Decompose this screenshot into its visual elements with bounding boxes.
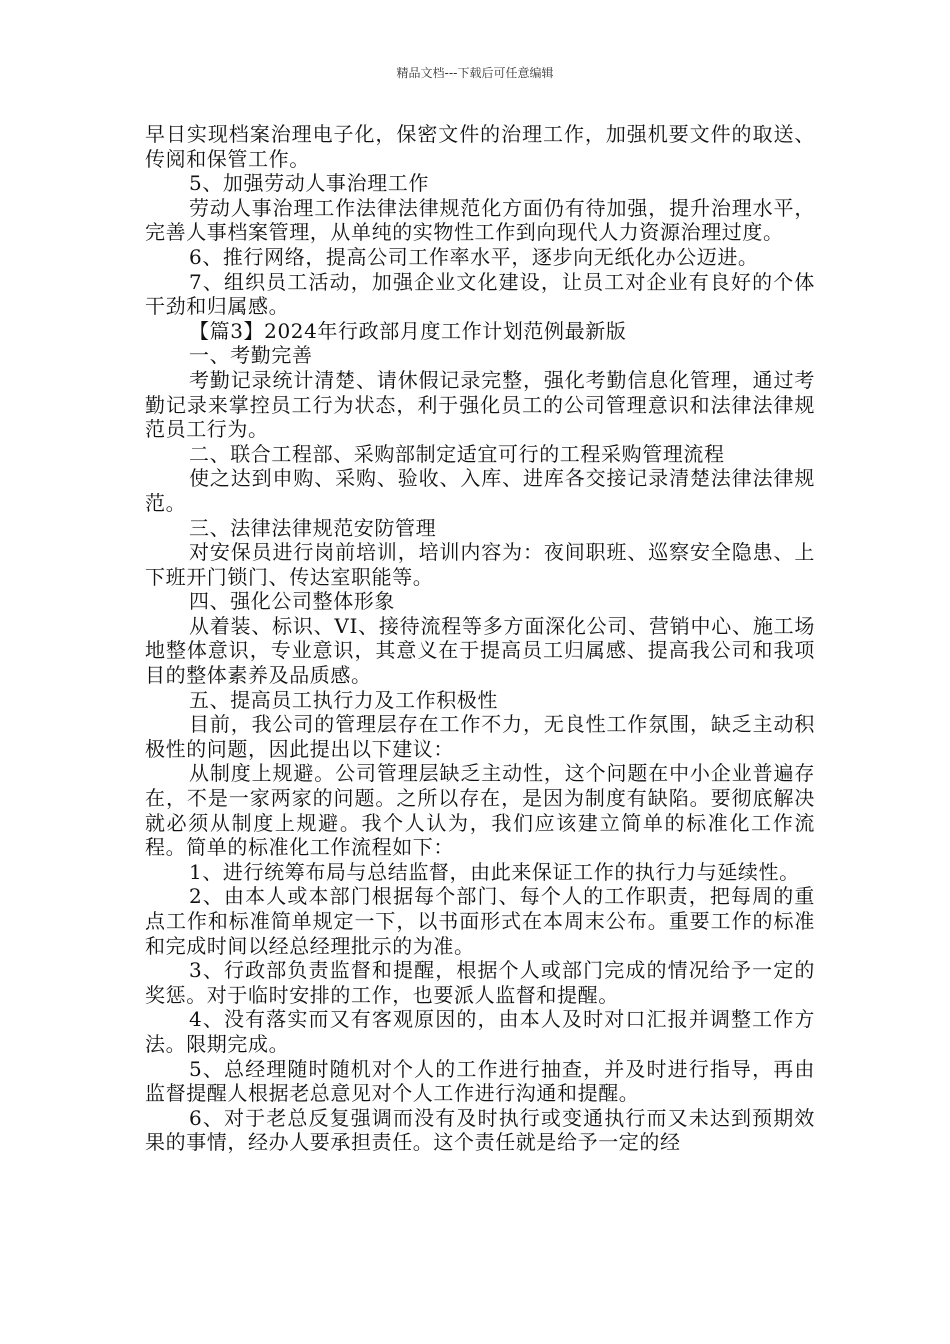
list-item: 2、由本人或本部门根据每个部门、每个人的工作职责，把每周的重点工作和标准简单规定一下，以书面形式在本周末公布。重要工作的标准和完成时间以经总经理批示的为准。 (145, 884, 815, 958)
list-item: 6、对于老总反复强调而没有及时执行或变通执行而又未达到预期效果的事情，经办人要承担责任。这个责任就是给予一定的经 (145, 1105, 815, 1155)
paragraph: 早日实现档案治理电子化，保密文件的治理工作，加强机要文件的取送、传阅和保管工作。 (145, 122, 815, 171)
list-item: 1、进行统筹布局与总结监督，由此来保证工作的执行力与延续性。 (189, 859, 800, 884)
list-item: 5、总经理随时随机对个人的工作进行抽查，并及时进行指导，再由监督提醒人根据老总意见对个人工作进行沟通和提醒。 (145, 1056, 815, 1106)
section-heading: 二、联合工程部、采购部制定适宜可行的工程采购管理流程 (189, 441, 725, 466)
paragraph: 考勤记录统计清楚、请休假记录完整，强化考勤信息化管理，通过考勤记录来掌控员工行为状态，利于强化员工的公司管理意识和法律法律规范员工行为。 (145, 367, 815, 442)
section-heading: 五、提高员工执行力及工作积极性 (189, 687, 498, 712)
document-body (145, 122, 815, 1155)
paragraph: 6、推行网络，提高公司工作率水平，逐步向无纸化办公迈进。 (189, 244, 759, 269)
section-heading: 【篇3】2024年行政部月度工作计划范例最新版 (189, 318, 627, 343)
paragraph: 5、加强劳动人事治理工作 (189, 171, 429, 196)
paragraph: 从制度上规避。公司管理层缺乏主动性，这个问题在中小企业普遍存在，不是一家两家的问题。之所以存在，是因为制度有缺陷。要彻底解决就必须从制度上规避。我个人认为，我们应该建立简单的标准化工作流程。简单的标准化工作流程如下： (145, 761, 815, 860)
paragraph: 对安保员进行岗前培训，培训内容为：夜间职班、巡察安全隐患、上下班开门锁门、传达室职能等。 (145, 540, 815, 589)
section-heading: 三、法律法律规范安防管理 (189, 515, 437, 540)
section-heading: 一、考勤完善 (189, 343, 313, 368)
paragraph: 从着装、标识、VI、接待流程等多方面深化公司、营销中心、施工场地整体意识，专业意识，其意义在于提高员工归属感、提高我公司和我项目的整体素养及品质感。 (145, 613, 815, 688)
list-item: 4、没有落实而又有客观原因的，由本人及时对口汇报并调整工作方法。限期完成。 (145, 1007, 815, 1056)
paragraph: 使之达到申购、采购、验收、入库、进库各交接记录清楚法律法律规范。 (145, 466, 815, 515)
paragraph: 劳动人事治理工作法律法律规范化方面仍有待加强，提升治理水平，完善人事档案管理，从单纯的实物性工作到向现代人力资源治理过度。 (145, 195, 815, 245)
paragraph: 目前，我公司的管理层存在工作不力，无良性工作氛围，缺乏主动积极性的问题，因此提出以下建议： (145, 712, 815, 761)
paragraph: 7、组织员工活动，加强企业文化建设，让员工对企业有良好的个体干劲和归属感。 (145, 269, 815, 319)
section-heading: 四、强化公司整体形象 (189, 589, 395, 614)
list-item: 3、行政部负责监督和提醒，根据个人或部门完成的情况给予一定的奖惩。对于临时安排的工作，也要派人监督和提醒。 (145, 958, 815, 1007)
page-header: 精品文档---下载后可任意编辑 (396, 66, 554, 80)
